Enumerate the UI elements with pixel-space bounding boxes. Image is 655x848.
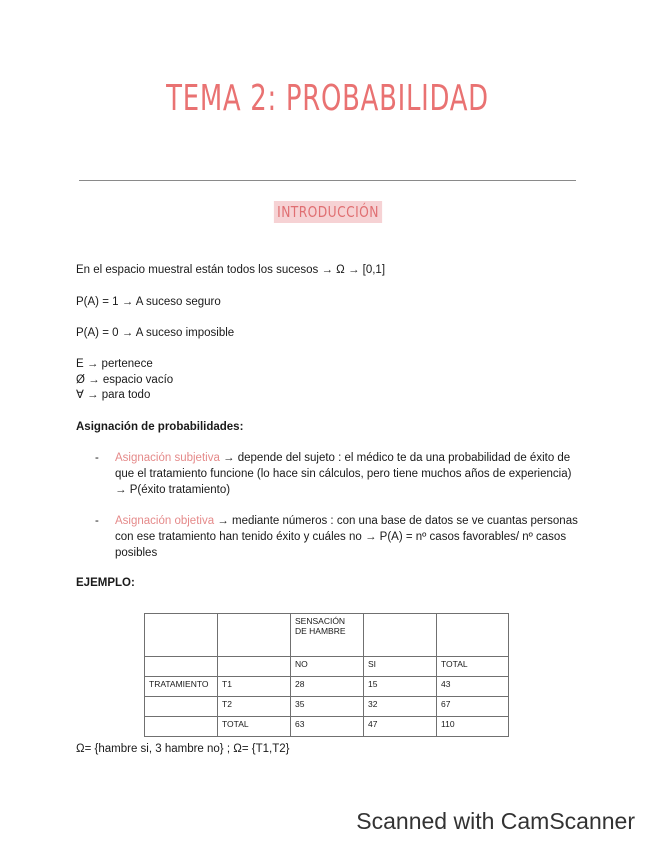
divider (79, 180, 576, 181)
asignacion-subjetiva-label: Asignación subjetiva (115, 452, 220, 464)
table-row (145, 657, 509, 677)
table-cell: 28 (291, 677, 364, 697)
asignacion-objetiva-item (115, 513, 585, 561)
table-cell (145, 657, 218, 677)
table-cell: 110 (437, 717, 509, 737)
table-cell (145, 717, 218, 737)
table-cell (145, 614, 218, 657)
table-row (145, 677, 509, 697)
table-row (145, 614, 509, 657)
table-row (145, 697, 509, 717)
table-row (145, 717, 509, 737)
table-cell: 47 (364, 717, 437, 737)
contingency-table (144, 613, 509, 737)
table-cell: 43 (437, 677, 509, 697)
asignacion-objetiva-text: → mediante números : con una base de datos se ve cuantas personas con ese tratamiento han tenido éxito y cuáles no → P(A) = nº casos favorables/ nº casos posibles (115, 515, 578, 559)
espacio-line: En el espacio muestral están todos los sucesos → Ω → [0,1] (76, 264, 386, 276)
scanner-watermark: Scanned with CamScanner (356, 808, 635, 834)
table-row-label: T2 (218, 697, 291, 717)
pertenece-line: E → pertenece (76, 358, 153, 370)
section-heading-label: INTRODUCCIÓN (273, 201, 381, 223)
table-cell: 63 (291, 717, 364, 737)
table-cell: 35 (291, 697, 364, 717)
bullet-dash: - (95, 515, 99, 527)
table-cell: 32 (364, 697, 437, 717)
asignacion-objetiva-label: Asignación objetiva (115, 515, 215, 527)
table-cell (218, 614, 291, 657)
table-row-label: TOTAL (218, 717, 291, 737)
suceso-seguro-line: P(A) = 1 → A suceso seguro (76, 296, 221, 308)
table-cell (364, 614, 437, 657)
table-cell (145, 697, 218, 717)
table-header-cell: SI (364, 657, 437, 677)
table-row-group: TRATAMIENTO (145, 677, 218, 697)
table-cell (218, 657, 291, 677)
asignacion-subjetiva-text: → depende del sujeto : el médico te da una probabilidad de éxito de que el tratamiento funcione (lo hace sin cálculos, pero tiene muchos años de experiencia) → P(éxito tratamiento) (115, 452, 572, 496)
asignacion-heading: Asignación de probabilidades: (76, 421, 244, 433)
section-heading (0, 201, 655, 223)
table-header-cell: TOTAL (437, 657, 509, 677)
table-cell: 67 (437, 697, 509, 717)
page-title: TEMA 2: PROBABILIDAD (166, 78, 489, 119)
table-header-top: SENSACIÓN DE HAMBRE (291, 614, 364, 657)
table-cell: 15 (364, 677, 437, 697)
bullet-dash: - (95, 452, 99, 464)
table-header-cell: NO (291, 657, 364, 677)
table-cell (437, 614, 509, 657)
asignacion-subjetiva-item (115, 450, 585, 498)
omega-line: Ω= {hambre si, 3 hambre no} ; Ω= {T1,T2} (76, 743, 290, 755)
ejemplo-heading: EJEMPLO: (76, 577, 135, 589)
suceso-imposible-line: P(A) = 0 → A suceso imposible (76, 327, 235, 339)
para-todo-line: ∀ → para todo (76, 389, 151, 401)
vacio-line: Ø → espacio vacío (76, 374, 174, 386)
table-row-label: T1 (218, 677, 291, 697)
